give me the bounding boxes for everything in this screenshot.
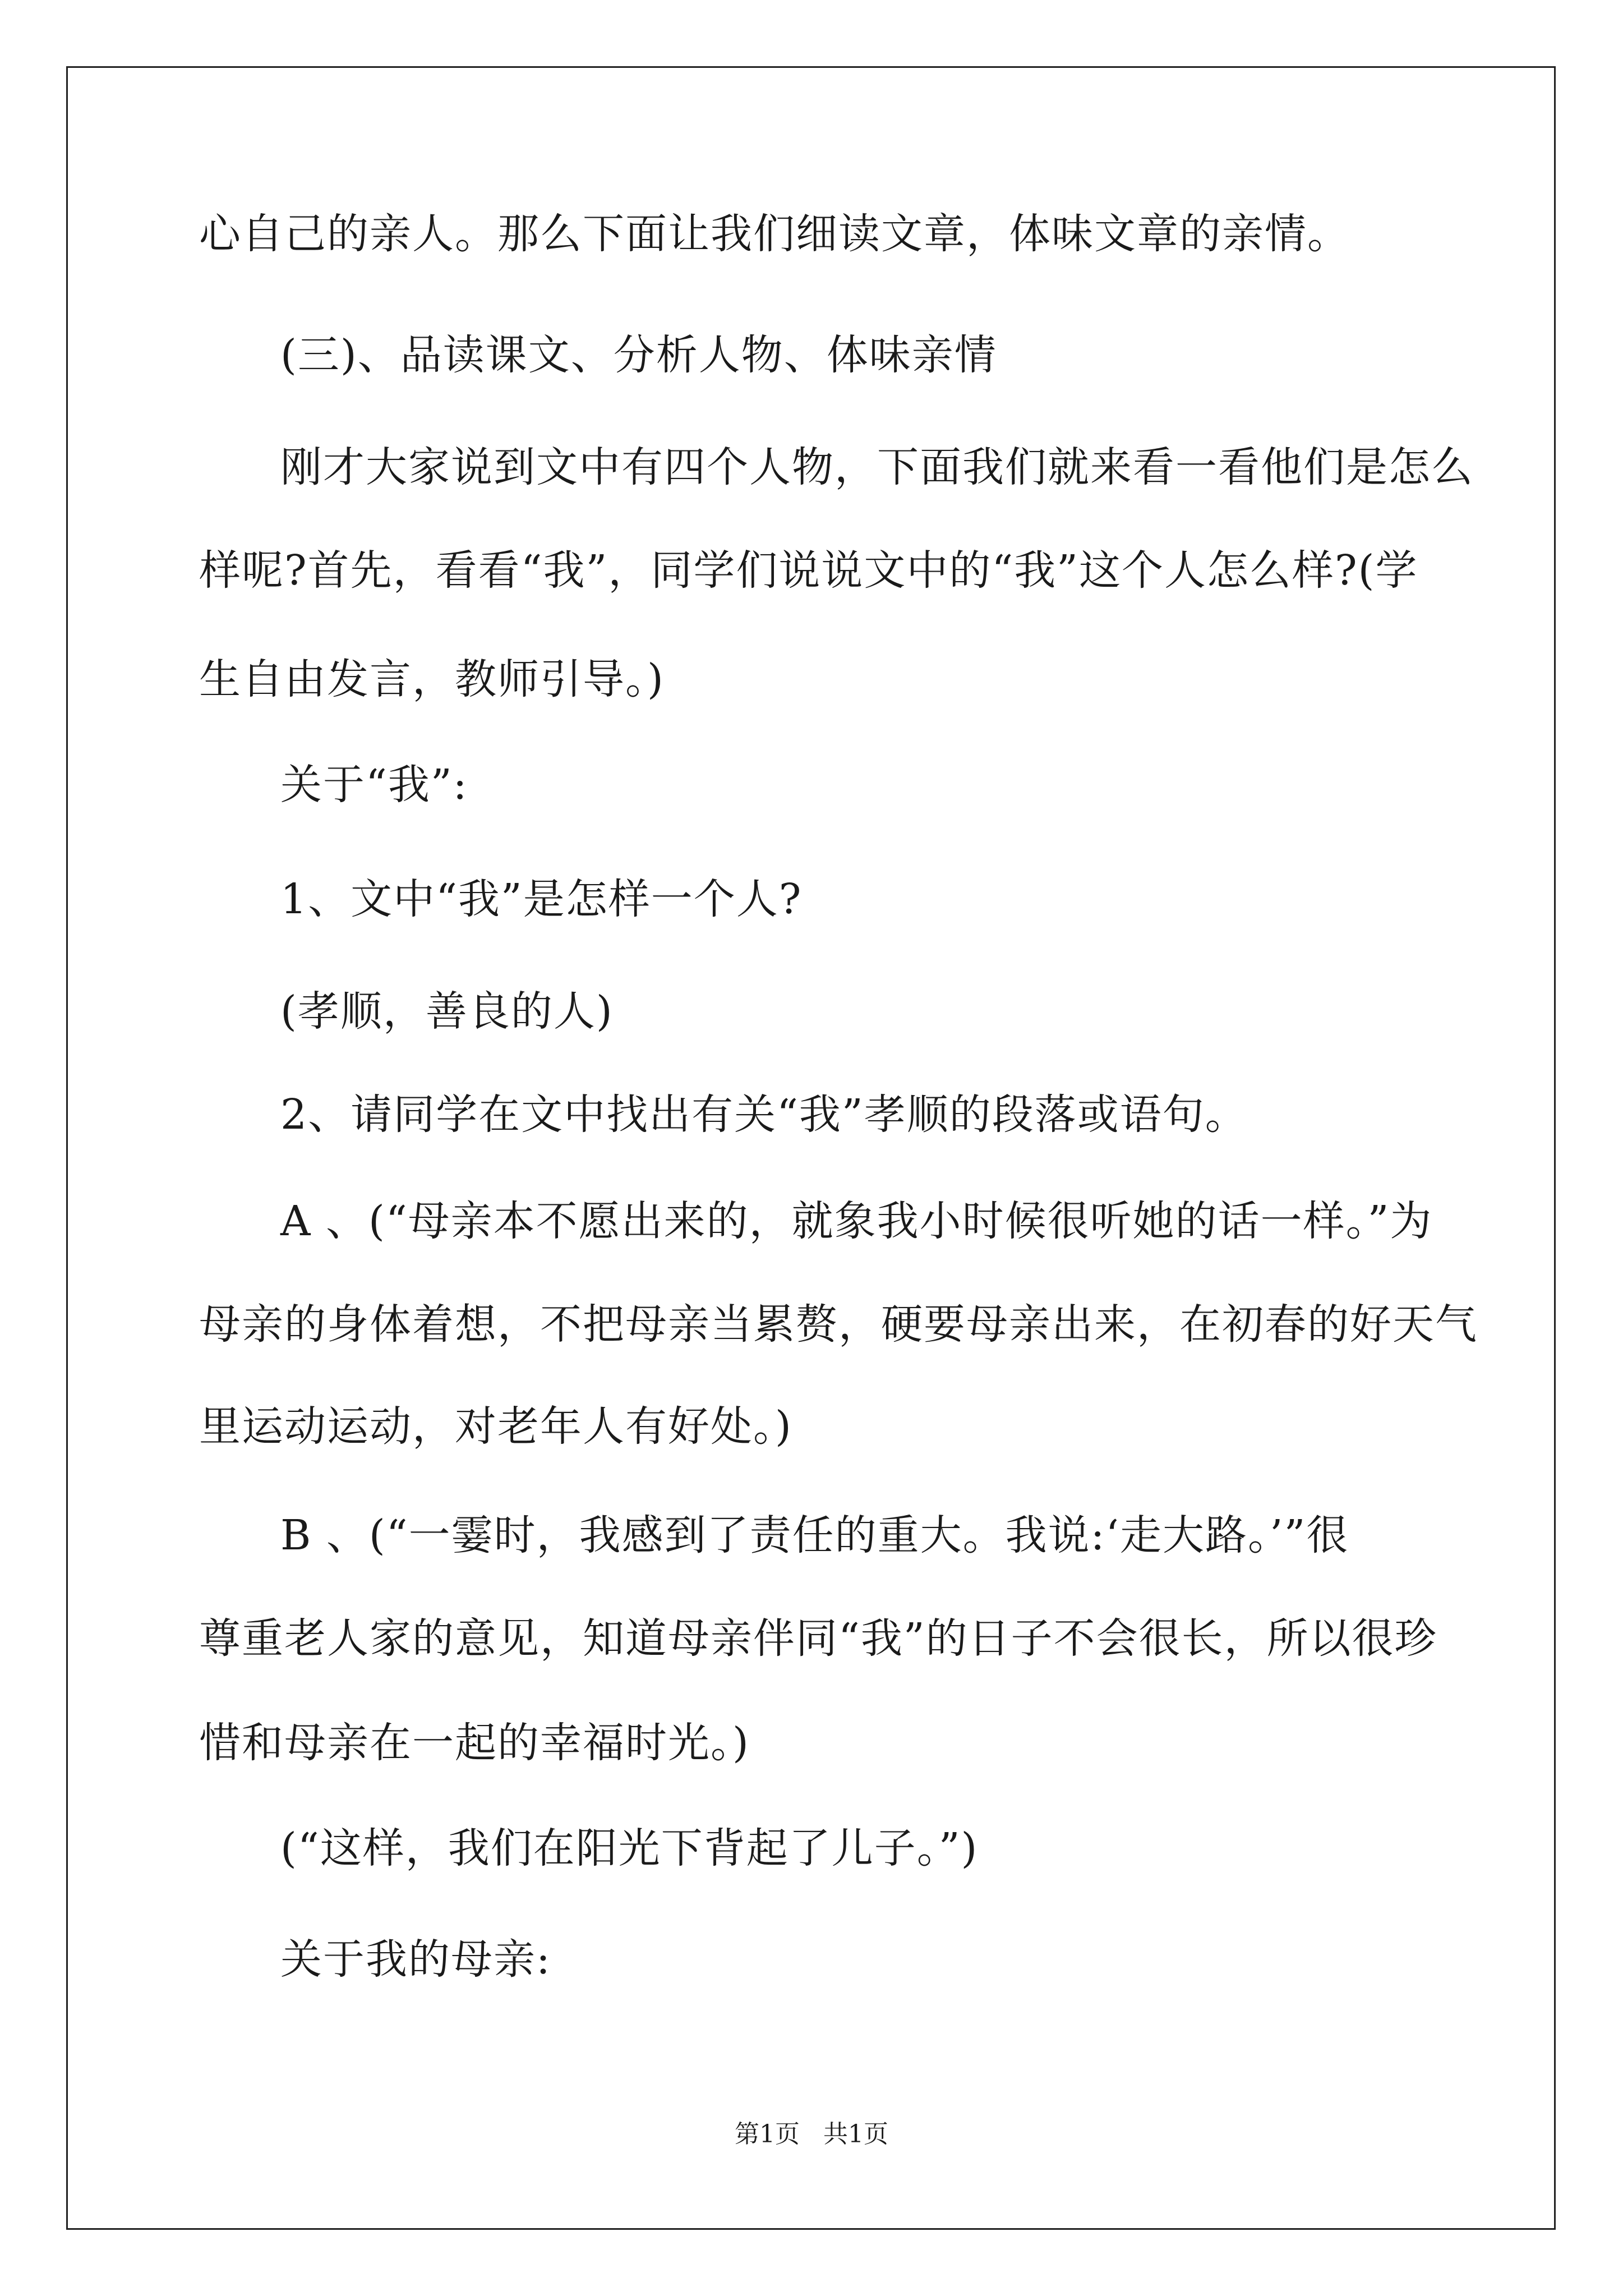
item-b-line-3: 惜和母亲在一起的幸福时光。) (199, 1719, 750, 1767)
text-line-5: 生自由发言，教师引导。) (199, 655, 665, 703)
subheading-me: 关于“我”: (280, 761, 468, 809)
item-a-line-1: A 、(“母亲本不愿出来的，就象我小时候很听她的话一样。”为 (280, 1197, 1433, 1245)
item-b-line-2: 尊重老人家的意见，知道母亲伴同“我”的日子不会很长，所以很珍 (199, 1614, 1437, 1663)
question-2: 2、请同学在文中找出有关“我”孝顺的段落或语句。 (280, 1091, 1248, 1139)
text-line-4: 样呢?首先，看看“我”，同学们说说文中的“我”这个人怎么样?(学 (199, 546, 1418, 595)
page-indicator: 第1页 共1页 (735, 2120, 888, 2148)
quote-line: (“这样，我们在阳光下背起了儿子。”) (280, 1824, 979, 1872)
section-heading: (三)、品读课文、分析人物、体味亲情 (280, 331, 997, 379)
question-1: 1、文中“我”是怎样一个人? (280, 875, 803, 923)
text-line-3: 刚才大家说到文中有四个人物，下面我们就来看一看他们是怎么 (280, 443, 1474, 491)
item-a-line-2: 母亲的身体着想，不把母亲当累赘，硬要母亲出来，在初春的好天气 (199, 1300, 1478, 1349)
text-line-1: 心自己的亲人。那么下面让我们细读文章，体味文章的亲情。 (199, 210, 1350, 258)
page-frame (66, 66, 1556, 2230)
item-b-line-1: B 、(“一霎时，我感到了责任的重大。我说:‘走大路。’”很 (280, 1511, 1349, 1559)
subheading-mother: 关于我的母亲: (280, 1935, 551, 1984)
answer-1: (孝顺，善良的人) (280, 987, 614, 1036)
item-a-line-3: 里运动运动，对老年人有好处。) (199, 1402, 792, 1451)
